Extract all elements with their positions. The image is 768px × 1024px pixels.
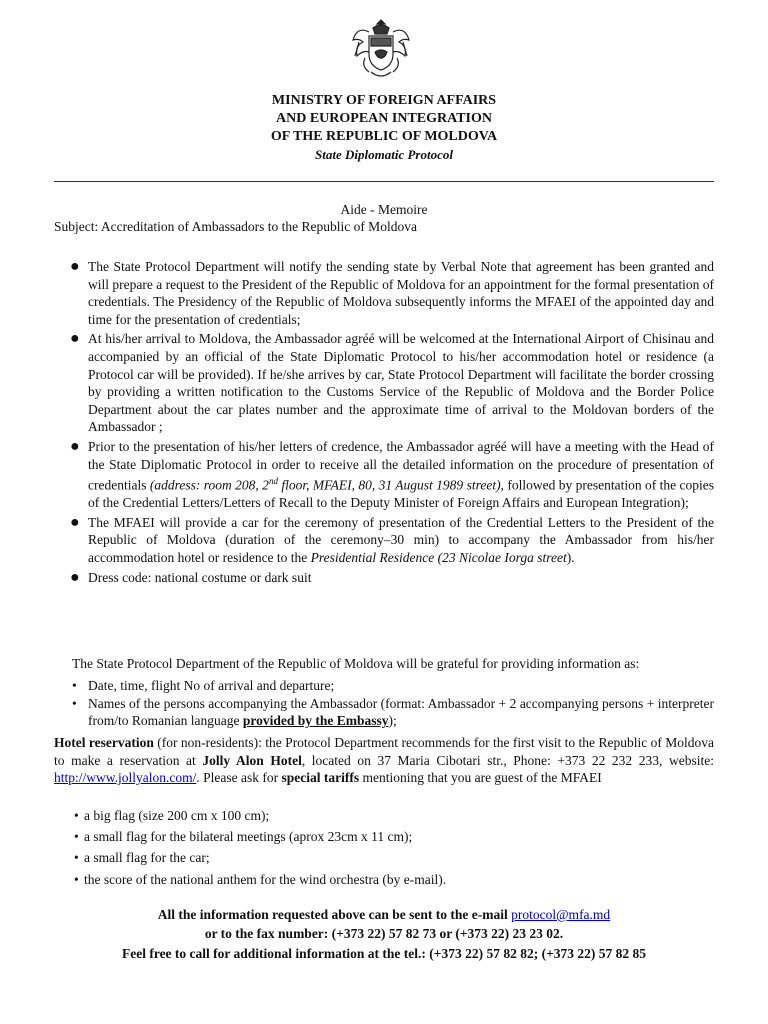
email-link[interactable]: protocol@mfa.md: [511, 907, 611, 922]
ordinal-suffix: nd: [268, 476, 278, 487]
flags-list: [74, 805, 714, 890]
ministry-header: [0, 92, 768, 164]
procedure-list: [70, 258, 714, 588]
hotel-label: Hotel reservation: [54, 735, 154, 750]
list-item: [72, 677, 714, 695]
bullet-icon: •: [74, 808, 79, 823]
hotel-text-2: , located on 37 Maria Cibotari str., Phone: +373 22 232 233, website:: [301, 752, 714, 768]
footer-phone: Feel free to call for additional information at the tel.: (+373 22) 57 82 82; (+373 22) 57 82 85: [121, 945, 647, 961]
bullet-icon: •: [72, 678, 77, 693]
list-item: [70, 569, 714, 587]
list-item: [74, 847, 714, 868]
bullet-icon: ●: [70, 437, 80, 455]
address-text: (address: room 208, 2: [149, 477, 269, 493]
list-item-text: Names of the persons accompanying the Ambassador (format: Ambassador + 2 accompanying persons + interpreter from/to Romanian language: [88, 695, 714, 729]
list-item-text: a small flag for the car;: [84, 850, 210, 866]
hotel-text: (for non-residents): the Protocol Department recommends for the first visit to the Republic of Moldova to make a reservation at: [54, 735, 714, 768]
bullet-icon: ●: [70, 513, 80, 531]
hotel-text-3: . Please ask for: [196, 770, 282, 786]
list-item-text: a big flag (size 200 cm x 100 cm);: [84, 808, 270, 823]
ministry-name-line3: OF THE REPUBLIC OF MOLDOVA: [270, 129, 498, 144]
footer-email-text: All the information requested above can be sent to the e-mail: [157, 907, 512, 922]
bullet-icon: ●: [70, 330, 80, 348]
footer-fax: or to the fax number: (+373 22) 57 82 73 or (+373 22) 23 23 02.: [204, 926, 564, 942]
list-item: [74, 869, 714, 890]
bullet-icon: •: [74, 829, 79, 845]
bullet-icon: ●: [70, 568, 80, 586]
list-item-text: Date, time, flight No of arrival and departure;: [88, 678, 335, 693]
moldova-coat-of-arms-icon: [349, 14, 413, 84]
bullet-icon: ●: [70, 258, 80, 275]
bullet-icon: •: [74, 871, 79, 887]
hotel-text-4: mentioning that you are guest of the MFAEI: [359, 770, 602, 786]
header-divider: [54, 181, 714, 182]
residence-address: Presidential Residence (23 Nicolae Iorga street: [310, 550, 567, 565]
document-title: Aide - Memoire: [340, 202, 428, 217]
list-item-text: The MFAEI will provide a car for the ceremony of presentation of the Credential Letters to the President of the Republic of Moldova (duration of the ceremony–30 min) to accompany the Ambassador from his/her accommodation hotel or residence to the: [88, 514, 714, 565]
hotel-reservation-paragraph: [54, 734, 714, 787]
list-item-text: the score of the national anthem for the wind orchestra (by e-mail).: [84, 871, 447, 887]
list-item-text: At his/her arrival to Moldova, the Ambassador agréé will be welcomed at the International Airport of Chisinau and accompanied by an official of the State Diplomatic Protocol to his/her accommodation hotel or residence (a Protocol car will be provided). If he/she arrives by car, State Protocol Department will facilitate the border crossing by providing a written notification to the Customs Service of the Republic of Moldova and the Border Police Department about the car plates number and the approximate time of arrival to the Moldovan borders of the Ambassador ;: [88, 331, 714, 435]
list-item: [72, 695, 714, 730]
list-item: [70, 330, 714, 436]
list-item: [70, 258, 714, 328]
list-item: [74, 826, 714, 847]
list-item: [70, 514, 714, 567]
ministry-name-line2: AND EUROPEAN INTEGRATION: [276, 111, 492, 126]
bullet-icon: •: [72, 695, 77, 711]
info-list: [72, 677, 714, 730]
hotel-name: Jolly Alon Hotel: [202, 752, 302, 768]
ministry-name-line1: MINISTRY OF FOREIGN AFFAIRS: [271, 93, 497, 108]
list-item-text: Dress code: national costume or dark suit: [88, 569, 312, 585]
special-tariffs: special tariffs: [281, 770, 360, 786]
hotel-website-link[interactable]: http://www.jollyalon.com/: [54, 770, 197, 786]
address-text-cont: floor, MFAEI, 80, 31 August 1989 street),: [277, 477, 504, 493]
list-item-text-cont: );: [388, 713, 397, 729]
list-item-text-cont: followed by presentation of the copies of the Credential Letters/Letters of Recall to the Deputy Minister of Foreign Affairs and European Integration);: [88, 477, 714, 511]
list-item: [74, 805, 714, 826]
bullet-icon: •: [74, 850, 79, 866]
document-subject: Subject: Accreditation of Ambassadors to the Republic of Moldova: [54, 219, 417, 234]
list-item-text: Prior to the presentation of his/her letters of credence, the Ambassador agréé will have a meeting with the Head of the State Diplomatic Protocol in order to receive all the detailed information on the procedure of presentation of credentials: [88, 438, 714, 493]
list-item-text: a small flag for the bilateral meetings (aprox 23cm x 11 cm);: [84, 829, 413, 845]
list-item: [70, 438, 714, 512]
provided-by-embassy: provided by the Embassy: [242, 713, 389, 729]
info-intro: The State Protocol Department of the Republic of Moldova will be grateful for providing information as:: [72, 656, 640, 671]
department-name: State Diplomatic Protocol: [315, 147, 453, 162]
contact-footer: [0, 905, 768, 963]
footer-line1: [0, 905, 768, 924]
list-item-text-cont: ).: [566, 550, 575, 565]
list-item-text: The State Protocol Department will notify the sending state by Verbal Note that agreement has been granted and will prepare a request to the President of the Republic of Moldova for an appointment for the formal presentation of credentials. The Presidency of the Republic of Moldova subsequently informs the MFAEI of the appointed day and time for the presentation of credentials;: [88, 259, 714, 327]
